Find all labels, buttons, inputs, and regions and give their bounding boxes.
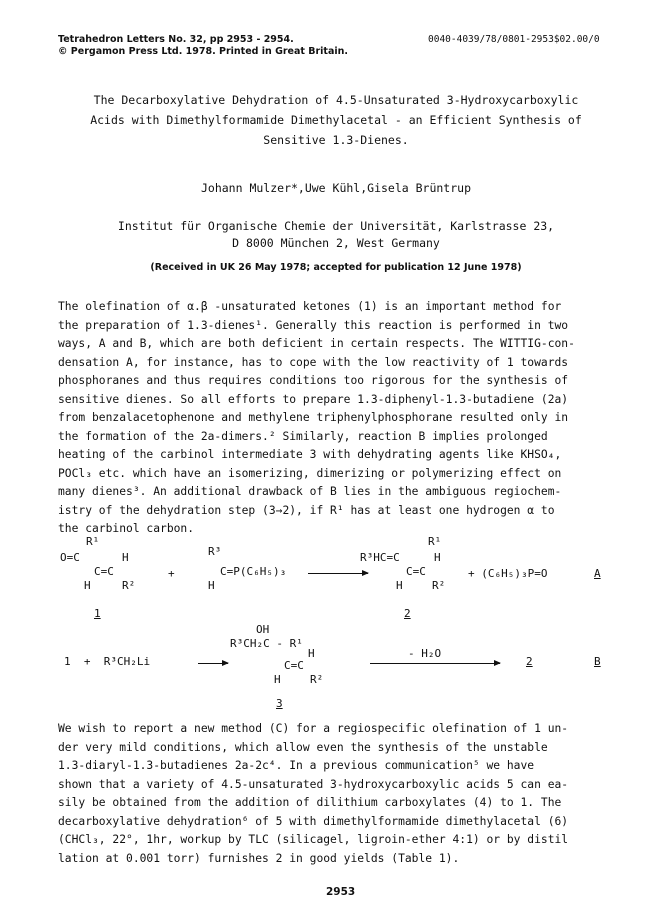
text-line: der very mild conditions, which allow even the synthesis of the unstable (58, 740, 548, 754)
substituent-r2: R² (310, 673, 324, 686)
publisher-line: © Pergamon Press Ltd. 1978. Printed in Great Britain. (58, 46, 349, 57)
institution-line: Institut für Organische Chemie der Universität, Karlstrasse 23, (117, 219, 555, 233)
text-line: ways, A and B, which are both deficient in certain respects. The WITTIG-con- (58, 337, 575, 350)
text-line: sily be obtained from the addition of dilithium carboxylates (4) to 1. The (58, 796, 562, 809)
journal-citation (58, 34, 348, 58)
text-line: densation A, for instance, has to cope with the low reactivity of 1 towards (58, 355, 569, 369)
text-line: istry of the dehydration step (3→2), if R¹ has at least one hydrogen α to (58, 503, 555, 517)
text-line: The olefination of α.β -unsaturated ketones (1) is an important method for (58, 300, 562, 313)
text-line: heating of the carbinol intermediate 3 with dehydrating agents like KHSO₄, (58, 448, 562, 461)
hydroxyl-group: OH (256, 623, 270, 636)
substituent-r1: R¹ (86, 535, 100, 548)
title-line: The Decarboxylative Dehydration of 4.5-Unsaturated 3-Hydroxycarboxylic (93, 93, 579, 107)
substituent-r2: R² (122, 579, 136, 592)
text-line: the preparation of 1.3-dienes¹. Generally this reaction is performed in two (58, 318, 569, 332)
byproduct: + (C₆H₅)₃P=O (468, 567, 548, 580)
compound-number: 2 (526, 655, 533, 668)
ylide-formula: C=P(C₆H₅)₃ (220, 565, 287, 578)
text-line: (CHCl₃, 22°, 1hr, workup by TLC (silicagel, ligroin-ether 4:1) or by distil (58, 833, 569, 846)
article-title (40, 90, 632, 150)
institution (0, 218, 672, 252)
hydrogen-atom: H (274, 673, 281, 686)
substituent-r3: R³ (208, 545, 222, 558)
text-line: sensitive dienes. So all efforts to prepare 1.3-diphenyl-1.3-butadiene (2a) (58, 392, 569, 406)
reaction-scheme (58, 535, 618, 715)
compound-number: 2 (404, 607, 411, 620)
route-label-b: B (594, 655, 601, 668)
hydrogen-atom: H (308, 647, 315, 660)
reaction-arrow (198, 663, 228, 664)
route-label-a: A (594, 567, 601, 580)
text-line: from benzalacetophenone and methylene triphenylphosphorane resulted only in (58, 411, 569, 424)
carbinol-formula: R³CH₂C - R¹ (230, 637, 303, 650)
journal-line: Tetrahedron Letters No. 32, pp 2953 - 2954. (58, 34, 294, 45)
compound-number: 1 (94, 607, 101, 620)
text-line: shown that a variety of 4.5-unsaturated 3-hydroxycarboxylic acids 5 can ea- (58, 777, 569, 791)
text-line: lation at 0.001 torr) furnishes 2 in good yields (Table 1). (58, 851, 460, 865)
text-line: phosphoranes and thus requires conditions too rigorous for the synthesis of (58, 374, 569, 387)
title-line: Acids with Dimethylformamide Dimethylacetal - an Efficient Synthesis of (90, 113, 582, 127)
text-line: the carbinol carbon. (58, 522, 195, 535)
reaction-b-reagents: 1 + R³CH₂Li (64, 655, 151, 668)
compound-number: 3 (276, 697, 283, 710)
article-code: 0040-4039/78/0801-2953$02.00/0 (428, 34, 600, 45)
institution-line: D 8000 München 2, West Germany (232, 236, 440, 250)
hydrogen-atom: H (208, 579, 215, 592)
text-line: POCl₃ etc. which have an isomerizing, dimerizing or polymerizing effect on (58, 466, 562, 480)
authors: Johann Mulzer*,Uwe Kühl,Gisela Brüntrup (200, 181, 472, 195)
text-line: We wish to report a new method (C) for a regiospecific olefination of 1 un- (58, 722, 569, 735)
substituent-r2: R² (432, 579, 446, 592)
paragraph-method (58, 720, 618, 868)
title-line: Sensitive 1.3-Dienes. (263, 133, 409, 147)
alkene-group: C=C (284, 659, 304, 672)
alkene-group: C=C (406, 565, 426, 578)
dehydration-label: - H₂O (408, 647, 442, 660)
text-line: decarboxylative dehydration⁶ of 5 with dimethylformamide dimethylacetal (6) (58, 814, 569, 828)
plus-sign: + (168, 567, 175, 580)
received-dates: (Received in UK 26 May 1978; accepted for publication 12 June 1978) (150, 262, 522, 273)
alkene-group: C=C (94, 565, 114, 578)
carbonyl-group: O=C (60, 551, 80, 564)
reaction-arrow (370, 663, 500, 664)
reaction-arrow (308, 573, 368, 574)
hydrogen-atom: H (396, 579, 403, 592)
page-number: 2953 (326, 886, 356, 898)
substituent-r1: R¹ (428, 535, 442, 548)
text-line: 1.3-diaryl-1.3-butadienes 2a-2c⁴. In a previous communication⁵ we have (58, 759, 535, 772)
hydrogen-atom: H (434, 551, 441, 564)
paragraph-intro (58, 298, 618, 539)
diene-formula: R³HC=C (360, 551, 400, 564)
hydrogen-atom: H (122, 551, 129, 564)
text-line: many dienes³. An additional drawback of B lies in the ambiguous regiochem- (58, 485, 562, 498)
hydrogen-atom: H (84, 579, 91, 592)
text-line: the formation of the 2a-dimers.² Similarly, reaction B implies prolonged (58, 429, 548, 443)
